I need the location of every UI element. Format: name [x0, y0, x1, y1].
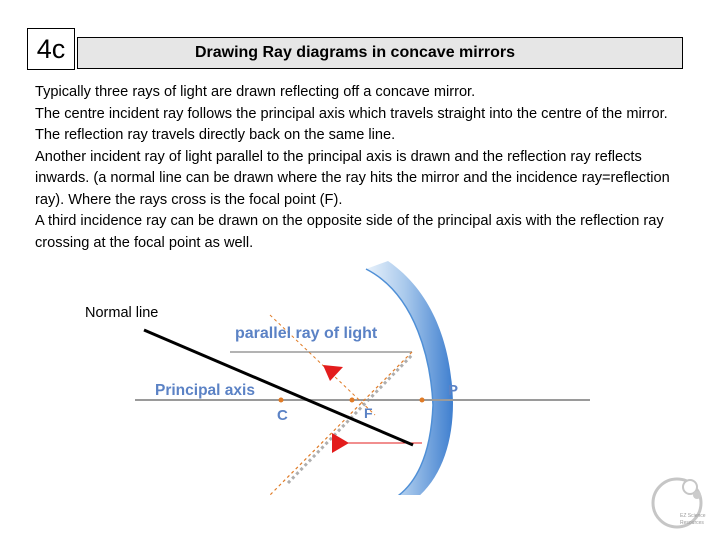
point-f-label: F — [364, 405, 373, 421]
arrow-upper — [323, 365, 343, 381]
reflected-parallel-ray — [270, 352, 412, 495]
arrow-lower — [332, 433, 349, 453]
body-text — [35, 82, 695, 254]
concave-mirror — [366, 261, 453, 495]
ez-science-logo — [647, 475, 715, 533]
paragraph-parallel-ray: Another incident ray of light parallel to the principal axis is drawn and the reflection ray reflects inwards. (a normal line can be drawn where the ray hits the mirror and the incidence ray=reflection ray). Where the rays cross is the focal point (F). — [35, 148, 670, 208]
logo-text-line2: Resources — [680, 520, 704, 526]
slide-number-badge: 4c — [27, 28, 75, 70]
title-bar — [77, 37, 683, 69]
point-p-label: P — [448, 382, 459, 399]
point-f-dot — [350, 398, 355, 403]
normal-line-label: Normal line — [85, 305, 159, 321]
page-title: Drawing Ray diagrams in concave mirrors — [194, 44, 516, 61]
paragraph-centre-ray: The centre incident ray follows the principal axis which travels straight into the centre of the mirror. The reflection ray travels directly back on the same line. — [35, 105, 668, 143]
point-p-dot — [420, 398, 425, 403]
point-c-dot — [279, 398, 284, 403]
ray-diagram — [130, 255, 590, 495]
paragraph-intro: Typically three rays of light are drawn reflecting off a concave mirror. — [35, 84, 476, 100]
logo-text-line1: EZ Science — [680, 513, 706, 519]
parallel-ray-label: parallel ray of light — [235, 325, 378, 342]
point-c-label: C — [277, 407, 288, 424]
paragraph-third-ray: A third incidence ray can be drawn on the opposite side of the principal axis with the reflection ray crossing at the focal point as well. — [35, 213, 664, 251]
principal-axis-label: Principal axis — [155, 382, 255, 399]
